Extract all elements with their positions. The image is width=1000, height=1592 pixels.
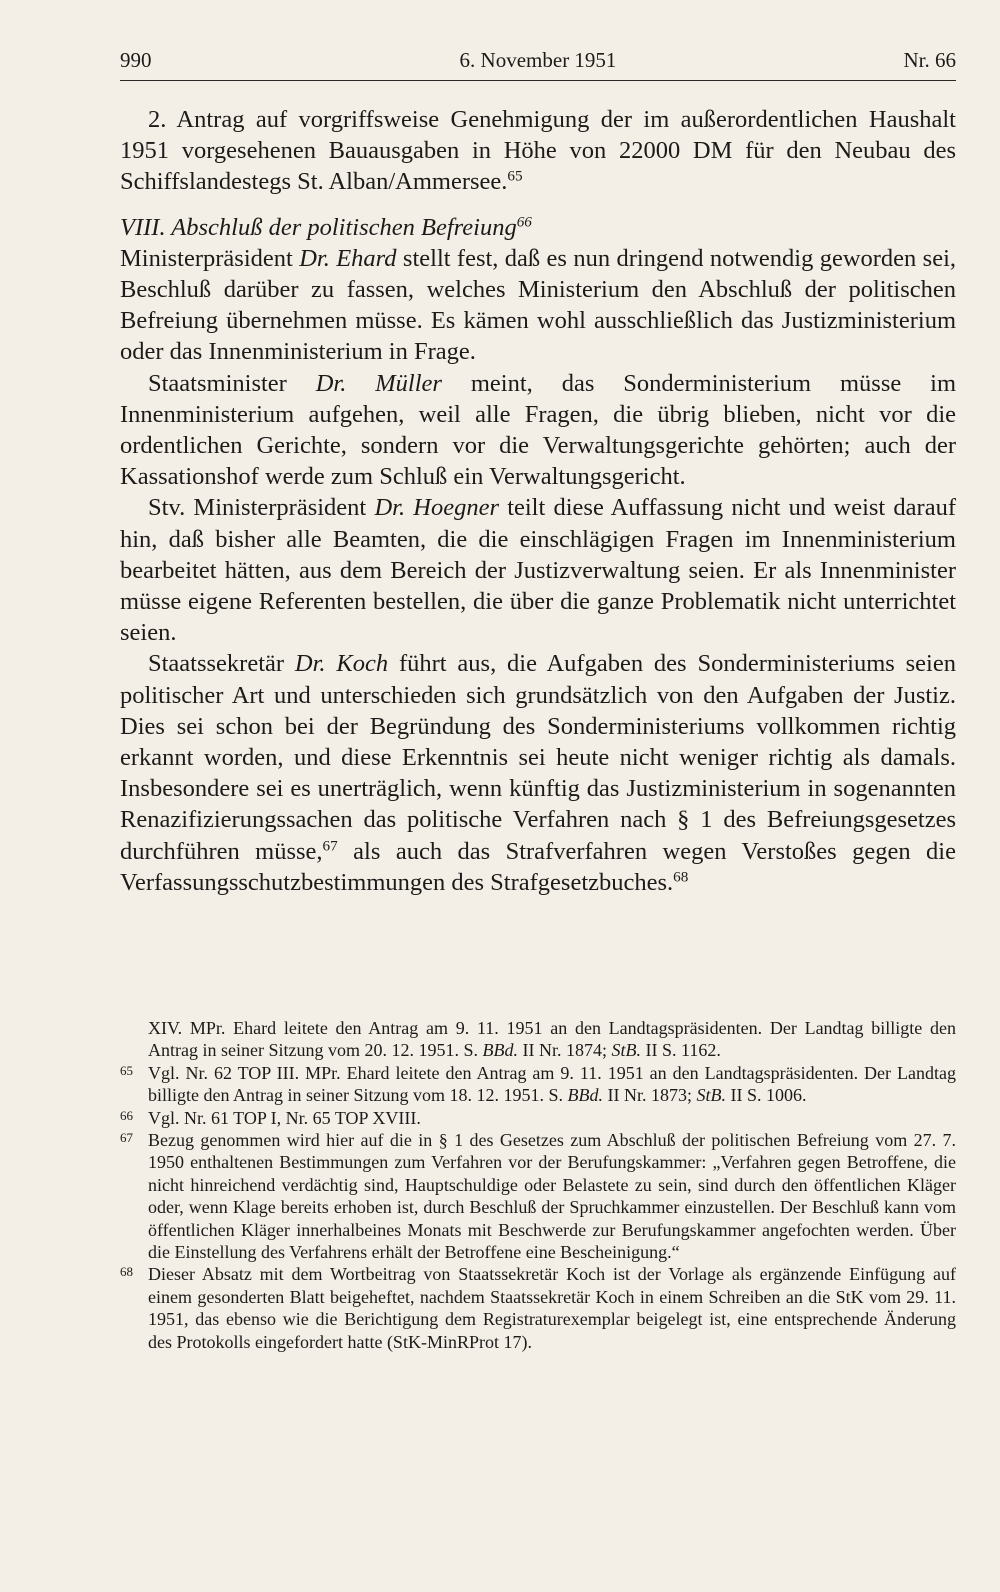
paragraph-mueller: Staatsminister Dr. Müller meint, das Sonderministerium müsse im Innenministerium aufgehen, weil alle Fragen, die übrig blieben, nicht vor die ordentlichen Gerichte, sondern vor die Verwaltungsgerichte gehörten; auch der Kassationshof werde zum Schluß ein Verwaltungsgericht. xyxy=(120,369,956,491)
footnote-67: 67 Bezug genommen wird hier auf die in § 1 des Gesetzes zum Abschluß der politischen Befreiung vom 27. 7. 1950 enthaltenen Bestimmungen zum Verfahren vor der Berufungskammer: „Verfahren gegen Betroffene, die nicht hinreichend verdächtig sind, Hauptschuldige oder Belastete zu sein, sind durch den öffentlichen Kläger oder, wenn Klage bereits erhoben ist, durch Beschluß der Spruchkammer einzustellen. Der Beschluß kann vom öffentlichen Kläger innerhalbeines Monats mit Beschwerde zur Berufungskammer angefochten werden. Über die Einstellung des Verfahrens erhält der Betroffene eine Bescheinigung.“ xyxy=(120,1129,956,1263)
section-title: Abschluß der politischen Befreiung xyxy=(171,213,517,241)
issue-number: Nr. 66 xyxy=(903,48,956,72)
footnote-ref-68[interactable]: 68 xyxy=(673,868,689,886)
paragraph-hoegner: Stv. Ministerpräsident Dr. Hoegner teilt diese Auffassung nicht und weist darauf hin, daß bisher alle Beamten, die die einschlägigen Fragen im Innenministerium bearbeitet hätten, aus dem Bereich der Justizverwaltung seien. Er als Innenminister müsse eigene Referenten bestellen, die über die ganze Problematik nicht unterrichtet seien. xyxy=(120,494,956,647)
footnote-mark: 65 xyxy=(120,1062,133,1078)
footnote-ref-66[interactable]: 66 xyxy=(516,213,532,231)
header-date: 6. November 1951 xyxy=(459,48,617,72)
section-heading-viii xyxy=(120,212,956,243)
agenda-item-2: 2. Antrag auf vorgriffsweise Genehmigung der im außerordentlichen Haushalt 1951 vorgesehenen Bauausgaben in Höhe von 22000 DM für den Neubau des Schiffslandestegs St. Alban/Ammersee.$^{65}$ xyxy=(120,106,956,196)
speaker-name: Dr. Ehard xyxy=(299,244,397,272)
footnote-mark: 67 xyxy=(120,1130,133,1146)
footnote-68: 68 Dieser Absatz mit dem Wortbeitrag von Staatssekretär Koch ist der Vorlage als ergänzende Einfügung auf einem gesonderten Blatt beigeheftet, nachdem Staatssekretär Koch in einem Schreiben an die StK vom 29. 11. 1951, das ebenso wie die Berichtigung dem Registraturexemplar beigelegt ist, eine entsprechende Änderung des Protokolls eingefordert hatte (StK-MinRProt 17). xyxy=(120,1263,956,1353)
paragraph-ehard: Ministerpräsident Dr. Ehard stellt fest, daß es nun dringend notwendig geworden sei, Beschluß darüber zu fassen, welches Ministerium den Abschluß der politischen Befreiung übernehmen müsse. Es kämen wohl ausschließlich das Justizministerium oder das Innenministerium in Frage. xyxy=(120,244,957,366)
footnotes xyxy=(120,1017,956,1353)
footnote-mark: 68 xyxy=(120,1264,133,1280)
paragraph-koch: Staatssekretär Dr. Koch führt aus, die Aufgaben des Sonderministeriums seien politischer Art und unterschieden sich grundsätzlich von den Aufgaben der Justiz. Dies sei schon bei der Begründung des Sonderministeriums vollkommen richtig erkannt worden, und diese Erkenntnis sei heute nicht weniger richtig als damals. Insbesondere sei es unerträglich, wenn künftig das Justizministerium in sogenannten Renazifizierungssachen das politische Verfahren nach § 1 des Befreiungsgesetzes durchführen müsse,$^{67}$ als auch das Strafverfahren wegen Verstoßes gegen die Verfassungsschutzbestimmungen des Strafgesetzbuches.$^{68}$ xyxy=(120,650,956,896)
speaker-name: Dr. Müller xyxy=(315,369,442,397)
footnote-65: 65 Vgl. Nr. 62 TOP III. MPr. Ehard leitete den Antrag am 9. 11. 1951 an den Landtagspräsidenten. Der Landtag billigte den Antrag in seiner Sitzung vom 18. 12. 1951. S. BBd. II Nr. 1873; StB. II S. 1006. xyxy=(120,1062,956,1107)
footnote-mark: 66 xyxy=(120,1107,133,1123)
speaker-name: Dr. Hoegner xyxy=(374,494,499,522)
running-head xyxy=(120,46,956,81)
footnote-ref-65[interactable]: 65 xyxy=(507,168,523,186)
footnote-ref-67[interactable]: 67 xyxy=(322,837,338,855)
section-number: VIII. xyxy=(120,213,166,241)
footnote-continuation: XIV. MPr. Ehard leitete den Antrag am 9. 11. 1951 an den Landtagspräsidenten. Der Landtag billigte den Antrag in seiner Sitzung vom 20. 12. 1951. S. BBd. II Nr. 1874; StB. II S. 1162. xyxy=(148,1018,956,1061)
main-text xyxy=(120,104,956,898)
speaker-name: Dr. Koch xyxy=(294,650,389,678)
page-number: 990 xyxy=(120,48,152,72)
footnote-66: 66 Vgl. Nr. 61 TOP I, Nr. 65 TOP XVIII. xyxy=(120,1107,956,1129)
